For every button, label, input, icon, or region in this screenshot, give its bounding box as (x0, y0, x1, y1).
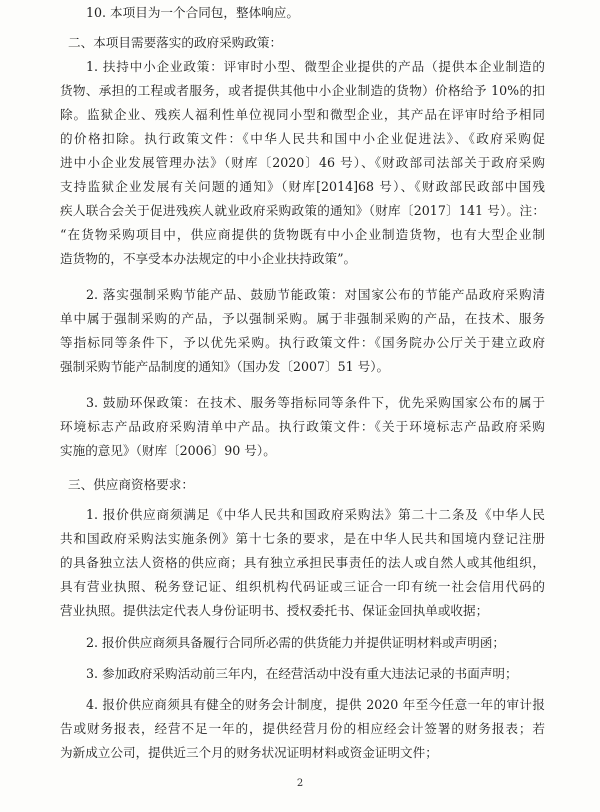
text-line: 3. 鼓励环保政策：在技术、服务等指标同等条件下，优先采购国家公布的属于 (86, 395, 545, 410)
text-line: 等指标同等条件下，予以优先采购。执行政策文件：《国务院办公厅关于建立政府 (60, 335, 545, 350)
text-line: 的具备独立法人资格的供应商；具有独立承担民事责任的法人或自然人或其他组织， (60, 555, 545, 570)
text-line: 进中小企业发展管理办法》（财库〔2020〕46 号）、《财政部司法部关于政府采购 (60, 155, 545, 170)
section-heading: 二、本项目需要落实的政府采购政策： (68, 35, 283, 50)
text-line: 实施的意见》（财库〔2006〕90 号）。 (60, 443, 276, 458)
text-line: 具有营业执照、税务登记证、组织机构代码证或三证合一印有统一社会信用代码的 (60, 579, 545, 594)
text-line: 10. 本项目为一个合同包，整体响应。 (86, 5, 299, 20)
text-line: 疾人联合会关于促进残疾人就业政府采购政策的通知》（财库〔2017〕141 号）。注： (60, 203, 545, 218)
section-heading: 三、供应商资格要求： (68, 477, 194, 492)
text-line: “在货物采购项目中，供应商提供的货物既有中小企业制造货物，也有大型企业制 (60, 227, 545, 242)
text-line: 2. 落实强制采购节能产品、鼓励节能政策：对国家公布的节能产品政府采购清 (86, 287, 545, 302)
text-line: 为新成立公司，提供近三个月的财务状况证明材料或资金证明文件； (60, 745, 438, 760)
text-line: 除。监狱企业、残疾人福利性单位视同小型和微型企业，其产品在评审时给予相同 (60, 107, 545, 122)
text-line: 支持监狱企业发展有关问题的通知》（财库[2014]68 号）、《财政部民政部中国残 (60, 179, 545, 194)
text-line: 造货物的，不享受本办法规定的中小企业扶持政策”。 (60, 251, 357, 266)
text-line: 4. 报价供应商须具有健全的财务会计制度，提供 2020 年至今任意一年的审计报 (86, 697, 545, 712)
text-line: 告或财务报表，经营不足一年的，提供经营月份的相应经会计签署的财务报表；若 (60, 721, 545, 736)
text-line: 2. 报价供应商须具备履行合同所必需的供货能力并提供证明材料或声明函； (86, 635, 506, 650)
page-number: 2 (296, 778, 304, 789)
text-line: 3. 参加政府采购活动前三年内，在经营活动中没有重大违法记录的书面声明； (86, 666, 518, 681)
text-line: 1. 报价供应商须满足《中华人民共和国政府采购法》第二十二条及《中华人民 (86, 507, 545, 522)
text-line: 1. 扶持中小企业政策：评审时小型、微型企业提供的产品（提供本企业制造的 (86, 59, 545, 74)
text-line: 强制采购节能产品制度的通知》（国办发〔2007〕51 号）。 (60, 359, 390, 374)
text-line: 环境标志产品政府采购清单中产品。执行政策文件：《关于环境标志产品政府采购 (60, 419, 545, 434)
text-line: 的价格扣除。执行政策文件：《中华人民共和国中小企业促进法》、《政府采购促 (60, 131, 545, 146)
text-line: 货物、承担的工程或者服务，或者提供其他中小企业制造的货物）价格给予 10%的扣 (60, 83, 545, 98)
text-line: 营业执照。提供法定代表人身份证明书、授权委托书、保证金回执单或收据； (60, 603, 489, 618)
text-line: 单中属于强制采购的产品，予以强制采购。属于非强制采购的产品，在技术、服务 (60, 311, 545, 326)
text-line: 共和国政府采购法实施条例》第十七条的要求，是在中华人民共和国境内登记注册 (60, 531, 545, 546)
